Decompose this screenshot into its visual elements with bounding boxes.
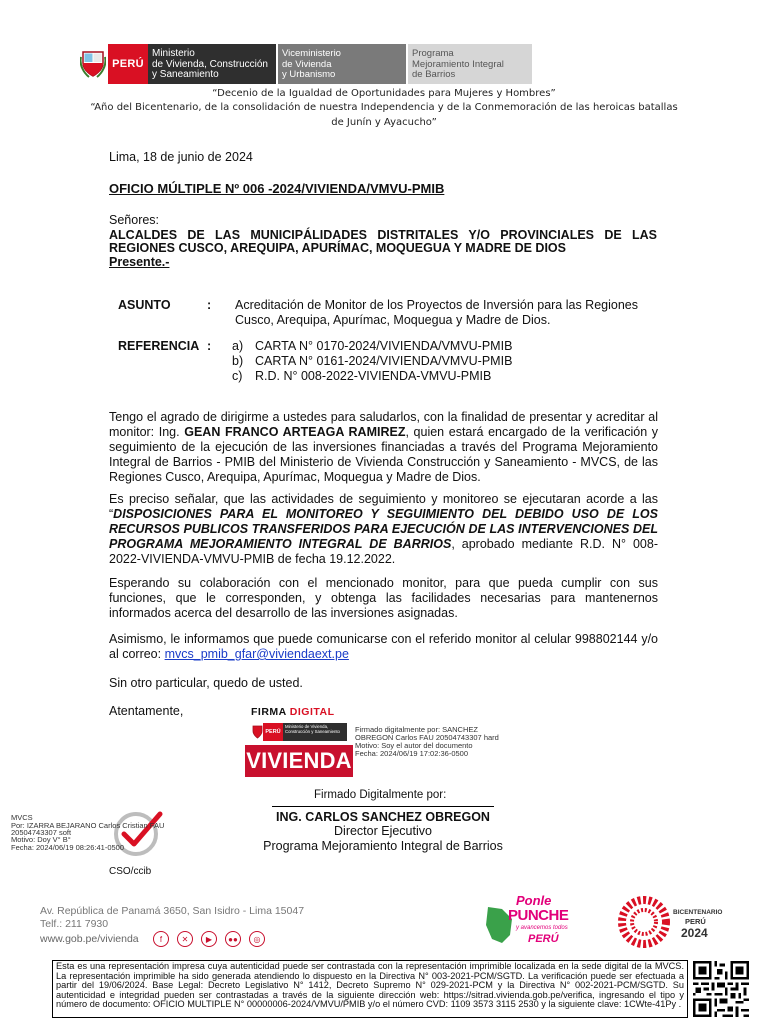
paragraph-collaboration: Esperando su colaboración con el mencionado monitor, para que pueda cumplir con sus funciones, que le corresponden, y obtenga las facilidades necesarias para mantenernos informados acerca del desarrollo de las inversiones asignadas. xyxy=(109,576,658,620)
footer-phone: Telf.: 211 7930 xyxy=(40,918,109,930)
paragraph-intro xyxy=(109,410,658,485)
asunto-label: ASUNTO xyxy=(118,298,171,312)
signer-role: Director Ejecutivo xyxy=(334,824,432,838)
verification-disclaimer: Esta es una representación impresa cuya autenticidad puede ser contrastada con la representación imprimible localizada en la sede digital de la MVCS. La representación imprimible ha sido generada atendiendo lo dispuesto en la Directiva N° 003-2021-PCM/SGTD. La verificación puede ser efectuada a partir del 19/06/2024. Base Legal: Decreto Legislativo N° 1412, Decreto Supremo N° 029-2021-PCM y la Directiva N° 002-2021-PCM/SGTD. Su autenticidad e integridad pueden ser contrastadas a través de la siguiente dirección web: https://sitrad.vivienda.gob.pe/verifica, ingresando el tipo y número de documento: OFICIO MULTIPLE N° 00000006-2024/VMVU/PMIB y/o el número CVD: 1109 3573 3115 2530 y la siguiente clave: 1CWte-41Py . xyxy=(52,960,688,1018)
visto-bueno-detail: Motivo: Doy V° B° xyxy=(11,835,71,844)
firma-digital-label xyxy=(251,706,335,718)
dispositions-title: DISPOSICIONES PARA EL MONITOREO Y SEGUIMIENTO DEL DEBIDO USO DE LOS RECURSOS PUBLICOS TRANSFERIDOS PARA EJECUCIÓN DE LAS INTERVENCIONES DEL PROGRAMA MEJORAMIENTO INTEGRAL DE BARRIOS xyxy=(109,507,658,551)
programa-line: de Barrios xyxy=(412,69,456,80)
visto-bueno-detail: MVCS xyxy=(11,813,33,822)
punche-word: PUNCHE xyxy=(508,907,569,924)
signer-name: ING. CARLOS SANCHEZ OBREGON xyxy=(276,810,490,824)
reference-item: CARTA N° 0170-2024/VIVIENDA/VMVU-PMIB xyxy=(255,339,513,353)
visto-bueno-detail: 20504743307 soft xyxy=(11,828,72,837)
asunto-colon: : xyxy=(207,298,212,312)
facebook-icon[interactable]: f xyxy=(153,931,169,947)
x-twitter-icon[interactable]: ✕ xyxy=(177,931,193,947)
reference-letter: b) xyxy=(232,354,244,368)
signature-detail: Fecha: 2024/06/19 17:02:36-0500 xyxy=(355,749,469,758)
mini-coat-of-arms-icon xyxy=(251,723,263,741)
referencia-colon: : xyxy=(207,339,212,353)
ministerio-line: y Saneamiento xyxy=(152,69,219,80)
email-link[interactable]: mvcs_pmib_gfar@viviendaext.pe xyxy=(164,647,349,661)
referencia-label: REFERENCIA xyxy=(118,339,200,353)
oficio-title: OFICIO MÚLTIPLE Nº 006 -2024/VIVIENDA/VMVU-PMIB xyxy=(109,181,445,196)
asunto-text: Acreditación de Monitor de los Proyectos de Inversión para las Regiones xyxy=(235,298,638,312)
peru-word: PERÚ xyxy=(528,933,559,945)
addressee-line: REGIONES CUSCO, AREQUIPA, APURÍMAC, MOQUEGUA Y MADRE DE DIOS xyxy=(109,241,566,255)
paragraph-text: , quien estará encargado de la verificación y seguimiento de la ejecución de las inversiones financiadas a través del Programa Mejoramiento Integral de Barrios - PMIB del Ministerio de Vivienda Construcción y Saneamiento - MVCS, de las Regiones Cusco, Arequipa, Apurímac, Moquegua y Madre de Dios. xyxy=(109,425,659,484)
programa-line: Programa xyxy=(412,48,454,59)
bicentenario-year: 2024 xyxy=(681,926,708,940)
presente: Presente.- xyxy=(109,255,170,269)
signature-detail: Motivo: Soy el autor del documento xyxy=(355,741,473,750)
paragraph-text: , aprobado mediante R.D. N° 008-2022-VIVIENDA-VMVU-PMIB de fecha 19.12.2022. xyxy=(109,537,658,566)
digital-word: DIGITAL xyxy=(289,706,335,718)
bicentenario-quote: “Año del Bicentenario, de la consolidación de nuestra Independencia y de la Conmemoración de las heroicas batallas xyxy=(90,102,678,113)
closing-line: Sin otro particular, quedo de usted. xyxy=(109,676,303,690)
viceministerio-line: y Urbanismo xyxy=(282,69,336,80)
reference-letter: c) xyxy=(232,369,243,383)
signature-detail: Firmado digitalmente por: SANCHEZ xyxy=(355,725,478,734)
reference-letter: a) xyxy=(232,339,244,353)
peru-logo: PERÚ xyxy=(108,44,148,84)
youtube-icon[interactable]: ▶ xyxy=(201,931,217,947)
qr-code-icon xyxy=(693,961,749,1017)
ponle-word: Ponle xyxy=(516,893,552,908)
atentamente: Atentamente, xyxy=(109,704,184,718)
document-initials: CSO/ccib xyxy=(109,866,152,877)
paragraph-text: Tengo el agrado de dirigirme a ustedes para saludarlos, con la finalidad de presentar y acreditar al monitor: Ing. xyxy=(109,410,658,439)
ponle-punche-logo xyxy=(482,893,572,951)
instagram-icon[interactable]: ◎ xyxy=(249,931,265,947)
avancemos-word: y avancemos todos xyxy=(516,925,568,931)
mini-institution-logo xyxy=(251,721,349,743)
programa-logo xyxy=(408,44,532,84)
visto-bueno-detail: Fecha: 2024/06/19 08:26:41-0500 xyxy=(11,843,125,852)
signature-line xyxy=(272,806,494,807)
paragraph-dispositions xyxy=(109,492,658,567)
firmado-digitalmente-por: Firmado Digitalmente por: xyxy=(314,789,447,801)
footer-website[interactable]: www.gob.pe/vivienda xyxy=(40,933,139,945)
programa-line: Mejoramiento Integral xyxy=(412,58,504,70)
firma-word: FIRMA xyxy=(251,706,287,718)
viceministerio-line: Viceministerio xyxy=(282,48,341,59)
asunto-text: Cusco, Arequipa, Apurímac, Moquegua y Madre de Dios. xyxy=(235,313,551,327)
ministerio-line: de Vivienda, Construcción xyxy=(152,58,268,70)
institutional-header xyxy=(78,44,532,84)
reference-item: CARTA N° 0161-2024/VIVIENDA/VMVU-PMIB xyxy=(255,354,513,368)
viceministerio-line: de Vivienda xyxy=(282,58,332,70)
bicentenario-label: BICENTENARIO xyxy=(673,909,723,916)
ministerio-line: Ministerio xyxy=(152,48,195,59)
paragraph-text: Asimismo, le informamos que puede comunicarse con el referido monitor al celular 998802144 y/o al correo: xyxy=(109,632,658,661)
bicentenario-quote-cont: de Junín y Ayacucho” xyxy=(331,117,437,128)
ministerio-logo xyxy=(148,44,276,84)
viceministerio-logo xyxy=(278,44,406,84)
bicentenario-emblem-icon xyxy=(617,895,671,949)
bicentenario-peru: PERÚ xyxy=(685,917,706,926)
letter-date: Lima, 18 de junio de 2024 xyxy=(109,150,253,164)
paragraph-text: Es preciso señalar, que las actividades de seguimiento y monitoreo se ejecutaran acorde a las “ xyxy=(109,492,658,521)
mini-ministerio-logo: Ministerio de Vivienda, Construcción y Saneamiento xyxy=(283,723,347,741)
paragraph-contact xyxy=(109,632,658,662)
signer-program: Programa Mejoramiento Integral de Barrios xyxy=(263,839,503,853)
decenio-quote: “Decenio de la Igualdad de Oportunidades para Mujeres y Hombres” xyxy=(212,88,556,99)
signature-detail: OBREGON Carlos FAU 20504743307 hard xyxy=(355,733,499,742)
addressee-line: ALCALDES DE LAS MUNICIPÁLIDADES DISTRITALES Y/O PROVINCIALES DE LAS xyxy=(109,228,657,242)
reference-item: R.D. N° 008-2022-VIVIENDA-VMVU-PMIB xyxy=(255,369,492,383)
mini-peru-logo: PERÚ xyxy=(263,723,283,741)
visto-bueno-detail: Por: IZARRA BEJARANO Carlos Cristian FAU xyxy=(11,821,165,830)
vivienda-logo: VIVIENDA xyxy=(245,745,353,777)
footer-address: Av. República de Panamá 3650, San Isidro - Lima 15047 xyxy=(40,905,305,917)
monitor-name: GEAN FRANCO ARTEAGA RAMIREZ xyxy=(184,425,406,439)
salutation: Señores: xyxy=(109,213,160,227)
coat-of-arms-icon xyxy=(78,44,108,84)
flickr-icon[interactable]: ●● xyxy=(225,931,241,947)
